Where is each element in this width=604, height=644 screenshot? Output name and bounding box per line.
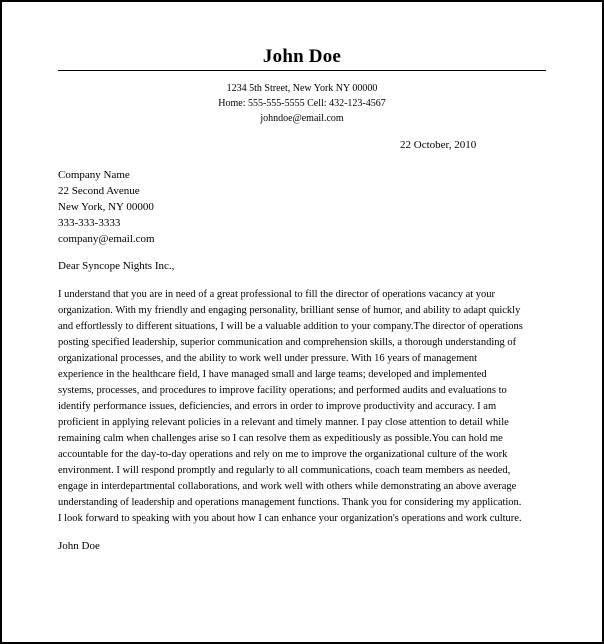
body-line: engage in interdepartmental collaborations, and work well with others while demonstrating an above average bbox=[58, 481, 517, 492]
recipient-email: company@email.com bbox=[58, 233, 155, 245]
sender-address: 1234 5th Street, New York NY 00000 bbox=[226, 83, 378, 94]
body-line: remaining calm when challenges arise so I can resolve them as expeditiously as possible.You can hold me bbox=[58, 433, 503, 444]
body-line: I understand that you are in need of a great professional to fill the director of operations vacancy at your bbox=[58, 289, 496, 300]
letter-date: 22 October, 2010 bbox=[400, 139, 477, 151]
body-line: organizational processes, and the ability to work well under pressure. With 16 years of management bbox=[58, 353, 478, 364]
body-line: accountable for the day-to-day operations and rely on me to improve the organizational culture of the work bbox=[58, 449, 508, 460]
body-line: experience in the healthcare field, I have managed small and large teams; developed and implemented bbox=[58, 369, 487, 380]
body-line: organization. With my friendly and engaging personality, brilliant sense of humor, and ability to adapt quickly bbox=[58, 305, 521, 316]
body-line: posting specified leadership, superior communication and comprehension skills, a thorough understanding of bbox=[58, 337, 517, 348]
body-line: identify performance issues, deficiencies, and errors in order to improve productivity and accuracy. I am bbox=[58, 401, 497, 412]
sender-contact-block bbox=[2, 81, 602, 126]
body-line: systems, processes, and procedures to improve facility operations; and performed audits and evaluations to bbox=[58, 385, 507, 396]
recipient-company: Company Name bbox=[58, 169, 130, 181]
sender-phones: Home: 555-555-5555 Cell: 432-123-4567 bbox=[218, 98, 386, 109]
body-line: environment. I will respond promptly and regularly to all communications, coach team members as needed, bbox=[58, 465, 511, 476]
body-line: understanding of leadership and operations management functions. Thank you for considering my application. bbox=[58, 497, 522, 508]
recipient-city: New York, NY 00000 bbox=[58, 201, 154, 213]
sender-name: John Doe bbox=[262, 46, 342, 67]
body-line: I look forward to speaking with you about how I can enhance your organization's operations and work culture. bbox=[58, 513, 522, 524]
recipient-phone: 333-333-3333 bbox=[58, 217, 121, 229]
signature-name: John Doe bbox=[58, 540, 100, 552]
body-line: proficient in applying relevant policies in a relevant and timely manner. I pay close attention to detail while bbox=[58, 417, 509, 428]
recipient-street: 22 Second Avenue bbox=[58, 185, 140, 197]
body-line: and effortlessly to different situations, I will be a valuable addition to your company.The director of operations bbox=[58, 321, 523, 332]
recipient-address-block bbox=[58, 167, 155, 247]
salutation: Dear Syncope Nights Inc., bbox=[58, 260, 175, 272]
header-divider bbox=[58, 70, 546, 71]
letter-body bbox=[58, 287, 548, 527]
sender-email: johndoe@email.com bbox=[260, 113, 344, 124]
